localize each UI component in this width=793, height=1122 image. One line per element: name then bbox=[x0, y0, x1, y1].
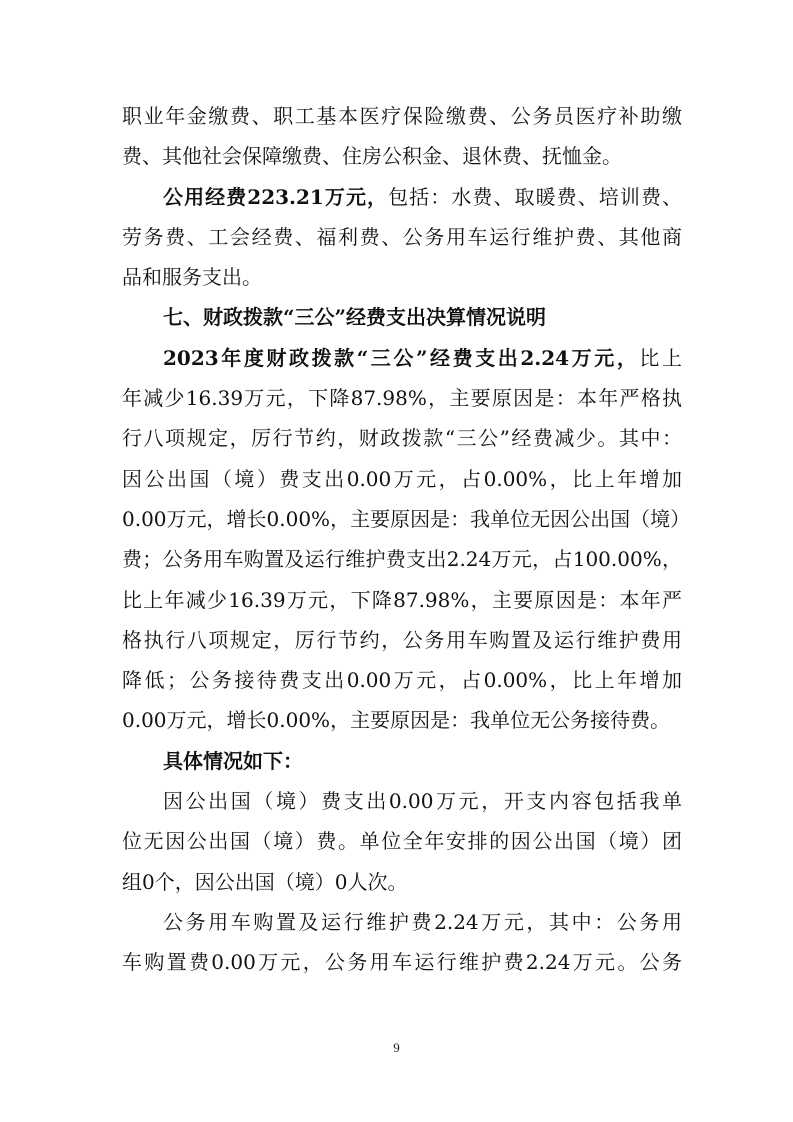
paragraph-public-expenses bbox=[122, 177, 682, 298]
bold-lead: 2023年度财政拨款“三公”经费支出2.24万元， bbox=[163, 345, 640, 370]
paragraph-overseas-travel bbox=[122, 781, 682, 902]
text-line: 组0个，因公出国（境）0人次。 bbox=[122, 869, 408, 894]
bold-lead: 公用经费223.21万元， bbox=[163, 184, 389, 209]
text-line: 格执行八项规定，厉行节约，公务用车购置及运行维护费用 bbox=[122, 627, 682, 652]
text-line: 公务用车购置及运行维护费2.24万元，其中：公务用 bbox=[163, 909, 682, 934]
text-line: 位无因公出国（境）费。单位全年安排的因公出国（境）团 bbox=[122, 829, 682, 854]
text-run: 比上 bbox=[639, 345, 683, 370]
text-line: 车购置费0.00万元，公务用车运行维护费2.24万元。公务 bbox=[122, 950, 682, 975]
text-line: 劳务费、工会经费、福利费、公务用车运行维护费、其他商 bbox=[122, 224, 682, 249]
section-heading: 七、财政拨款“三公”经费支出决算情况说明 bbox=[163, 305, 547, 330]
paragraph-three-public-expenses bbox=[122, 338, 691, 741]
text-line: 0.00万元，增长0.00%，主要原因是：我单位无因公出国（境） bbox=[122, 506, 691, 531]
text-run: 包括：水费、取暖费、培训费、 bbox=[388, 184, 683, 209]
page-body bbox=[122, 96, 691, 983]
text-line: 行八项规定，厉行节约，财政拨款“三公”经费减少。其中： bbox=[122, 426, 682, 451]
page-number: 9 bbox=[393, 1040, 400, 1055]
text-line: 比上年减少16.39万元，下降87.98%，主要原因是：本年严 bbox=[122, 587, 682, 612]
text-line: 费；公务用车购置及运行维护费支出2.24万元，占100.00%， bbox=[122, 547, 682, 572]
text-line bbox=[122, 338, 682, 378]
text-line: 因公出国（境）费支出0.00万元，开支内容包括我单 bbox=[163, 789, 682, 814]
paragraph-vehicle-expenses bbox=[122, 902, 682, 983]
text-line: 降低；公务接待费支出0.00万元，占0.00%，比上年增加 bbox=[122, 668, 682, 693]
text-line bbox=[122, 177, 682, 217]
sub-heading: 具体情况如下： bbox=[163, 748, 303, 773]
text-line: 费、其他社会保障缴费、住房公积金、退休费、抚恤金。 bbox=[122, 144, 622, 169]
text-line: 年减少16.39万元，下降87.98%，主要原因是：本年严格执 bbox=[122, 386, 682, 411]
text-line: 因公出国（境）费支出0.00万元，占0.00%，比上年增加 bbox=[122, 466, 682, 491]
paragraph-personnel-expenses bbox=[122, 96, 682, 177]
text-line: 0.00万元，增长0.00%，主要原因是：我单位无公务接待费。 bbox=[122, 708, 671, 733]
text-line: 品和服务支出。 bbox=[122, 265, 262, 290]
text-line: 职业年金缴费、职工基本医疗保险缴费、公务员医疗补助缴 bbox=[122, 104, 682, 128]
